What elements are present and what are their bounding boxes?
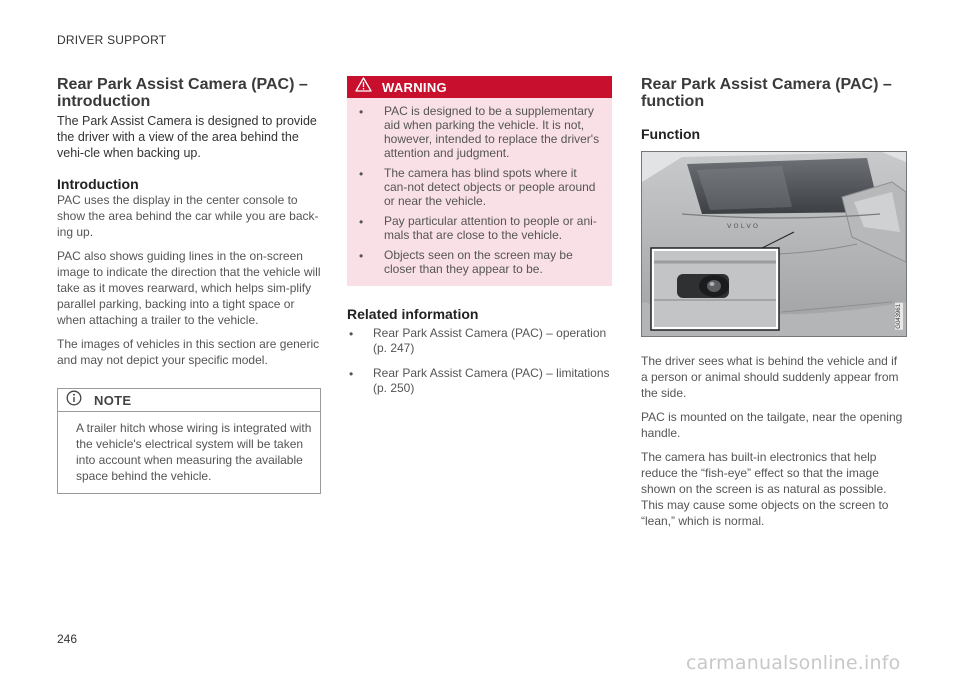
brand-text: V O L V O [727, 222, 759, 230]
bullet-symbol: • [359, 215, 364, 229]
bullet-symbol: • [349, 327, 354, 341]
related-heading: Related information [347, 306, 479, 322]
intro-paragraph: PAC also shows guiding lines in the on-screen image to indicate the direction that the vehicle will take as it moves rearward, which helps sim-plify parallel parking, backing into a tight space or when attaching a trailer to the vehicle. [57, 249, 321, 327]
warning-box [347, 76, 612, 286]
introduction-heading: Introduction [57, 176, 139, 192]
note-label: NOTE [94, 392, 132, 408]
bullet-symbol: • [349, 367, 354, 381]
intro-lead: The Park Assist Camera is designed to provide the driver with a view of the area behind the vehi-cle when backing up. [57, 114, 317, 160]
intro-title: Rear Park Assist Camera (PAC) – introduction [57, 76, 308, 110]
section-header: DRIVER SUPPORT [57, 33, 167, 47]
function-paragraph: PAC is mounted on the tailgate, near the opening handle. [641, 410, 903, 440]
warning-header [347, 76, 612, 98]
function-column [641, 76, 907, 529]
warning-item-text: Objects seen on the screen may be closer than they appear to be. [384, 248, 573, 276]
related-link[interactable]: Rear Park Assist Camera (PAC) – operation (p. 247) [373, 326, 607, 355]
function-title: Rear Park Assist Camera (PAC) – function [641, 76, 892, 110]
warning-label: WARNING [382, 79, 447, 95]
bullet-symbol: • [359, 105, 364, 119]
warning-item [355, 214, 602, 242]
related-item[interactable] [347, 326, 612, 356]
warning-item-text: PAC is designed to be a supplementary aid when parking the vehicle. It is not, however, intended to replace the driver's attention and judgment. [384, 104, 600, 160]
warning-column [347, 76, 612, 406]
note-text: A trailer hitch whose wiring is integrated with the vehicle's electrical system will be taken into account when measuring the available space behind the vehicle. [76, 421, 312, 483]
page-number: 246 [57, 632, 78, 646]
related-item[interactable] [347, 366, 612, 396]
function-heading: Function [641, 126, 701, 142]
note-box [57, 388, 321, 494]
info-icon [66, 390, 82, 411]
related-information [347, 306, 612, 396]
rear-camera-figure [641, 151, 907, 337]
intro-paragraph: PAC uses the display in the center console to show the area behind the car while you are back-ing up. [57, 193, 319, 239]
bullet-symbol: • [359, 167, 364, 181]
warning-triangle-icon [355, 77, 372, 97]
function-paragraph: The driver sees what is behind the vehicle and if a person or animal should suddenly appear from the side. [641, 354, 899, 400]
warning-item [355, 166, 602, 208]
warning-item [355, 104, 602, 160]
intro-paragraph: The images of vehicles in this section are generic and may not depict your specific model. [57, 337, 320, 367]
warning-item-text: The camera has blind spots where it can-not detect objects or people around or near the vehicle. [384, 166, 596, 208]
warning-item-text: Pay particular attention to people or ani-mals that are close to the vehicle. [384, 214, 597, 242]
related-link[interactable]: Rear Park Assist Camera (PAC) – limitations (p. 250) [373, 366, 610, 395]
warning-item [355, 248, 602, 276]
function-paragraph: The camera has built-in electronics that help reduce the “fish-eye” effect so that the image shown on the screen is as natural as possible. This may cause some objects on the screen to “lean,” which is normal. [641, 450, 889, 528]
figure-id: G043961 [896, 304, 902, 329]
note-header [58, 389, 320, 412]
bullet-symbol: • [359, 249, 364, 263]
watermark: carmanualsonline.info [686, 652, 901, 674]
intro-column [57, 76, 321, 494]
vehicle-rear-illustration [642, 152, 906, 336]
